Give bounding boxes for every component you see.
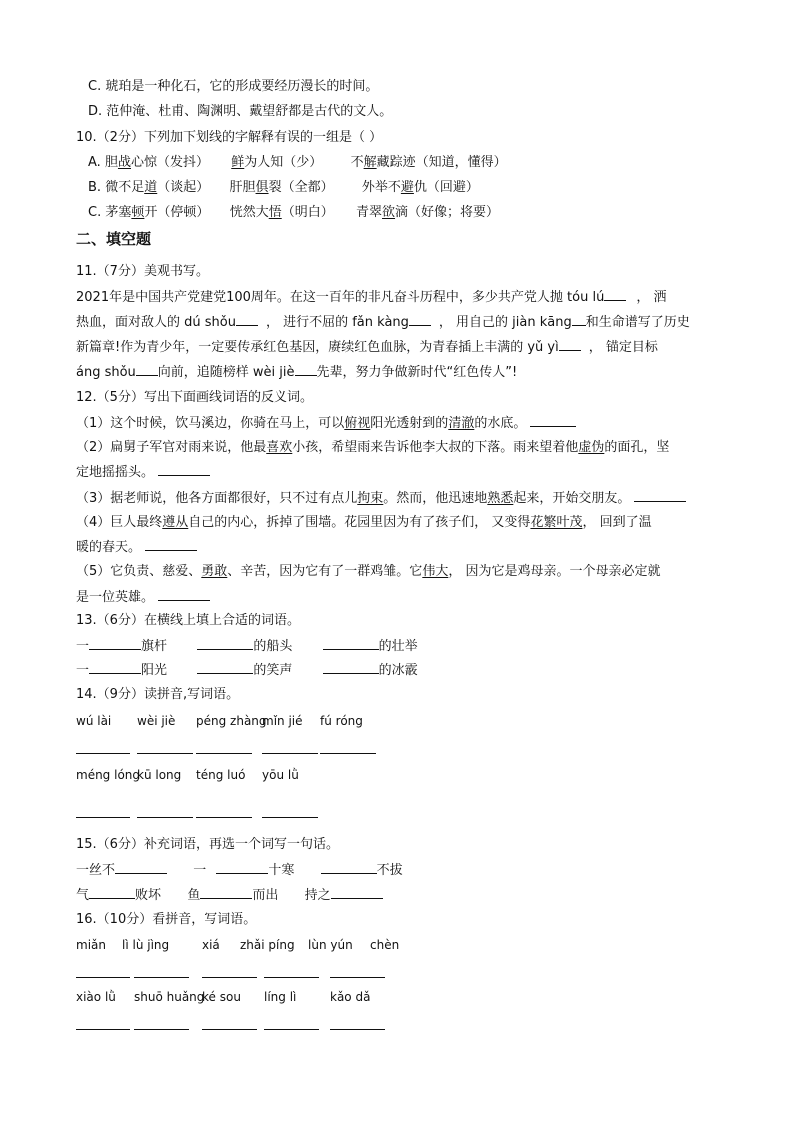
pinyin-prompt: mǐn jié: [262, 714, 303, 728]
q12-sentence-5-cont: 是一位英雄。: [76, 588, 210, 607]
pinyin-prompt: ké sou: [202, 990, 241, 1004]
answer-blank[interactable]: [115, 861, 167, 874]
answer-blank[interactable]: [559, 338, 581, 351]
answer-blank[interactable]: [197, 661, 253, 674]
q12-sentence-3: （3）据老师说，他各方面都很好，只不过有点儿拘束。然而，他迅速地熟悉起来，开始交朋友。: [76, 489, 686, 508]
pinyin-prompt: xiào lǜ: [76, 990, 116, 1004]
answer-blank[interactable]: [200, 886, 252, 899]
answer-blank[interactable]: [530, 414, 576, 427]
q10-title: 10.（2分）下列加下划线的字解释有误的一组是（ ）: [76, 130, 383, 145]
pinyin-prompt: péng zhàng: [196, 714, 267, 728]
q14-title: 14.（9分）读拼音,写词语。: [76, 687, 240, 702]
writing-line[interactable]: [76, 817, 130, 818]
pinyin-prompt: téng luó: [196, 768, 246, 782]
q10-option-a: A. 胆战心惊（发抖） 鲜为人知（少） 不解藏踪迹（知道，懂得）: [88, 155, 507, 170]
writing-line[interactable]: [196, 753, 252, 754]
writing-line[interactable]: [262, 753, 318, 754]
answer-blank[interactable]: [158, 588, 210, 601]
writing-line[interactable]: [137, 817, 193, 818]
writing-line[interactable]: [76, 1029, 130, 1030]
writing-line[interactable]: [262, 817, 318, 818]
pinyin-prompt: wú lài: [76, 714, 112, 728]
answer-blank[interactable]: [89, 637, 141, 650]
q10-option-c: C. 茅塞顿开（停顿） 恍然大悟（明白） 青翠欲滴（好像；将要）: [88, 205, 500, 220]
q13-title: 13.（6分）在横线上填上合适的词语。: [76, 613, 300, 628]
q12-title: 12.（5分）写出下面画线词语的反义词。: [76, 390, 313, 405]
answer-blank[interactable]: [572, 313, 586, 326]
answer-blank[interactable]: [158, 463, 210, 476]
q10-option-b: B. 微不足道（谈起） 肝胆俱裂（全都） 外举不避仇（回避）: [88, 180, 479, 195]
q9-option-d: D. 范仲淹、杜甫、陶渊明、戴望舒都是古代的文人。: [88, 104, 393, 119]
q13-row-1: 一 旗杆 的船头 的壮举: [76, 639, 418, 654]
answer-blank[interactable]: [197, 637, 253, 650]
pinyin-prompt: chèn: [370, 938, 400, 952]
pinyin-prompt: fú róng: [320, 714, 363, 728]
answer-blank[interactable]: [236, 313, 258, 326]
pinyin-prompt: méng lóng: [76, 768, 141, 782]
writing-line[interactable]: [202, 1029, 257, 1030]
answer-blank[interactable]: [321, 861, 377, 874]
pinyin-prompt: xiá: [202, 938, 220, 952]
answer-blank[interactable]: [295, 363, 317, 376]
q12-sentence-5: （5）它负责、慈爱、勇敢、辛苦，因为它有了一群鸡雏。它伟大， 因为它是鸡母亲。一个母亲必定就: [76, 564, 661, 579]
writing-line[interactable]: [134, 1029, 189, 1030]
answer-blank[interactable]: [331, 886, 383, 899]
pinyin-prompt: wèi jiè: [137, 714, 176, 728]
writing-line[interactable]: [76, 753, 130, 754]
answer-blank[interactable]: [89, 886, 135, 899]
pinyin-prompt: líng lì: [264, 990, 297, 1004]
section-heading-fill-in: 二、填空题: [76, 230, 152, 248]
pinyin-prompt: lì lù jìng: [122, 938, 170, 952]
q11-line-1: 2021年是中国共产党建党100周年。在这一百年的非凡奋斗历程中，多少共产党人抛 tóu lú ， 洒: [76, 290, 667, 305]
answer-blank[interactable]: [409, 313, 431, 326]
q12-sentence-4-cont: 暖的春天。: [76, 538, 197, 557]
writing-line[interactable]: [196, 817, 252, 818]
pinyin-prompt: yōu lǜ: [262, 768, 299, 782]
q11-line-4: áng shǒu 向前，追随榜样 wèi jiè 先辈，努力争做新时代“红色传人”!: [76, 365, 518, 380]
writing-line[interactable]: [134, 977, 189, 978]
q9-option-c: C. 琥珀是一种化石，它的形成要经历漫长的时间。: [88, 79, 379, 94]
answer-blank[interactable]: [216, 861, 268, 874]
q12-sentence-4: （4）巨人最终遵从自己的内心，拆掉了围墙。花园里因为有了孩子们， 又变得花繁叶茂， 回到了温: [76, 515, 652, 530]
q11-line-3: 新篇章!作为青少年，一定要传承红色基因，赓续红色血脉，为青春插上丰满的 yǔ yì ， 锚定目标: [76, 340, 658, 355]
writing-line[interactable]: [330, 1029, 385, 1030]
writing-line[interactable]: [264, 1029, 319, 1030]
answer-blank[interactable]: [145, 538, 197, 551]
writing-line[interactable]: [76, 977, 130, 978]
pinyin-prompt: kū long: [137, 768, 182, 782]
q15-title: 15.（6分）补充词语，再选一个词写一句话。: [76, 837, 339, 852]
answer-blank[interactable]: [323, 661, 379, 674]
answer-blank[interactable]: [136, 363, 158, 376]
q12-sentence-2-cont: 定地摇摇头。: [76, 463, 210, 482]
q15-row-1: 一丝不 一 十寒 不拔: [76, 863, 403, 878]
answer-blank[interactable]: [604, 288, 626, 301]
pinyin-prompt: zhǎi píng: [240, 938, 295, 952]
writing-line[interactable]: [330, 977, 385, 978]
q15-row-2: 气 败坏 鱼 而出 持之: [76, 886, 383, 905]
q12-sentence-2: （2）扁舅子军官对雨来说，他最喜欢小孩，希望雨来告诉他李大叔的下落。雨来望着他虚伪的面孔，坚: [76, 440, 670, 455]
pinyin-prompt: lùn yún: [308, 938, 353, 952]
pinyin-prompt: kǎo dǎ: [330, 990, 371, 1004]
answer-blank[interactable]: [634, 489, 686, 502]
writing-line[interactable]: [137, 753, 193, 754]
pinyin-prompt: shuō huǎng: [134, 990, 205, 1004]
q11-line-2: 热血，面对敌人的 dú shǒu ， 进行不屈的 fǎn kàng ， 用自己的 jiàn kāng 和生命谱写了历史: [76, 315, 690, 330]
answer-blank[interactable]: [323, 637, 379, 650]
answer-blank[interactable]: [89, 661, 141, 674]
q13-row-2: 一 阳光 的笑声 的冰霰: [76, 663, 418, 678]
pinyin-prompt: miǎn: [76, 938, 106, 952]
q16-title: 16.（10分）看拼音，写词语。: [76, 912, 257, 927]
writing-line[interactable]: [264, 977, 319, 978]
writing-line[interactable]: [202, 977, 257, 978]
q12-sentence-1: （1）这个时候，饮马溪边，你骑在马上，可以俯视阳光透射到的清澈的水底。: [76, 414, 576, 433]
writing-line[interactable]: [320, 753, 376, 754]
q11-title: 11.（7分）美观书写。: [76, 264, 209, 279]
